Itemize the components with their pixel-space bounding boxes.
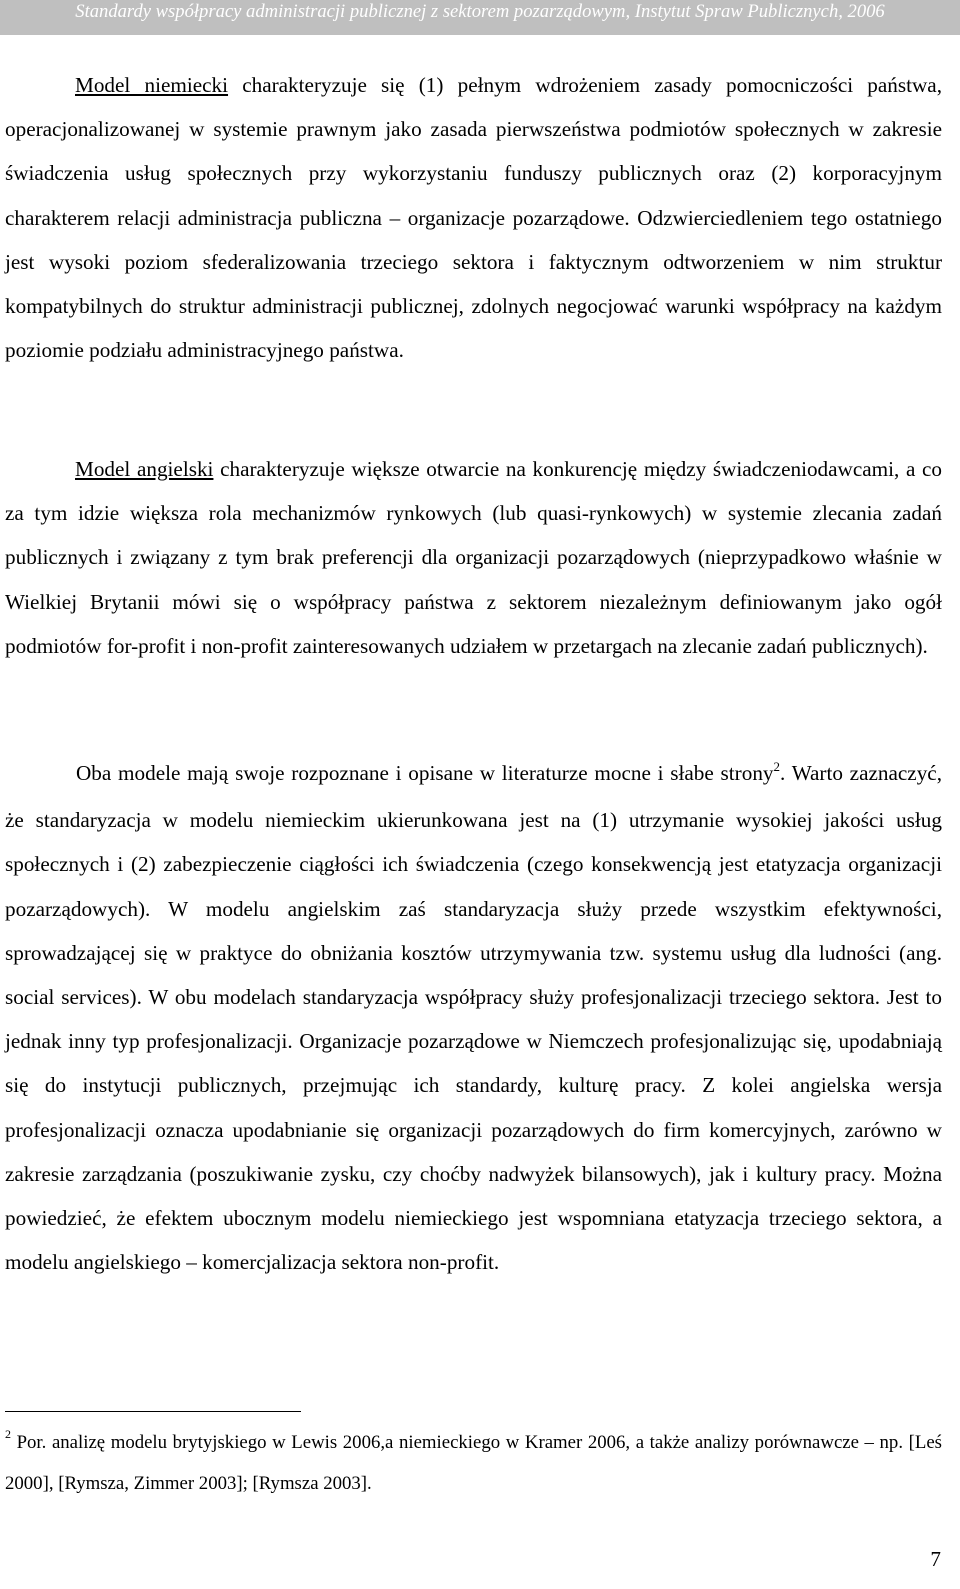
footnote-reference: 2 xyxy=(773,759,781,774)
running-header xyxy=(0,0,960,35)
paragraph-text-after-ref: . Warto zaznaczyć, że standaryzacja w modelu niemieckim ukierunkowana jest na (1) utrzymanie wysokiej jakości usług społecznych i (2) zabezpieczenie ciągłości ich świadczenia (czego konsekwencją jest etatyzacja organizacji pozarządowych). W modelu angielskim zaś standaryzacja służy przede wszystkim efektywności, sprowadzającej się w praktyce do obniżania kosztów utrzymywania tzw. systemu usług dla ludności (ang. social services). W obu modelach standaryzacja współpracy służy profesjonalizacji trzeciego sektora. Jest to jednak inny typ profesjonalizacji. Organizacje pozarządowe w Niemczech profesjonalizując się, upodabniają się do instytucji publicznych, przejmując ich standardy, kulturę pracy. Z kolei angielska wersja profesjonalizacji oznacza upodabnianie się organizacji pozarządowych do firm komercyjnych, zarówno w zakresie zarządzania (poszukiwanie zysku, czy choćby nadwyżek bilansowych), jak i kultury pracy. Można powiedzieć, że efektem ubocznym modelu niemieckiego jest wspomniana etatyzacja trzeciego sektora, a modelu angielskiego – komercjalizacja sektora non-profit. xyxy=(5,761,942,1275)
paragraph-text: charakteryzuje większe otwarcie na konkurencję między świadczeniodawcami, a co za tym idzie większa rola mechanizmów rynkowych (lub quasi-rynkowych) w systemie zlecania zadań publicznych i związany z tym brak preferencji dla organizacji pozarządowych (nieprzypadkowo właśnie w Wielkiej Brytanii mówi się o współpracy państwa z sektorem niezależnym definiowanym jako ogół podmiotów for-profit i non-profit zainteresowanych udziałem w przetargach na zlecanie zadań publicznych). xyxy=(5,457,943,658)
paragraph-german-model xyxy=(5,63,942,372)
paragraph-comparison xyxy=(5,751,942,1284)
footnote-number: 2 xyxy=(5,1427,11,1441)
paragraph-text-before-ref: Oba modele mają swoje rozpoznane i opisane w literaturze mocne i słabe strony xyxy=(76,761,774,785)
paragraph-english-model xyxy=(5,447,942,668)
paragraph-text: charakteryzuje się (1) pełnym wdrożeniem zasady pomocniczości państwa, operacjonalizowanej w systemie prawnym jako zasada pierwszeństwa podmiotów społecznych w zakresie świadczenia usług społecznych przy wykorzystaniu funduszy publicznych oraz (2) korporacyjnym charakterem relacji administracja publiczna – organizacje pozarządowe. Odzwierciedleniem tego ostatniego jest wysoki poziom sfederalizowania trzeciego sektora i faktycznym odtworzeniem w nim struktur kompatybilnych do struktur administracji publicznej, zdolnych negocjować warunki współpracy na każdym poziomie podziału administracyjnego państwa. xyxy=(5,73,942,363)
footnote-text: Por. analizę modelu brytyjskiego w Lewis 2006,a niemieckiego w Kramer 2006, a także analizy porównawcze – np. [Leś 2000], [Rymsza, Zimmer 2003]; [Rymsza 2003]. xyxy=(5,1432,942,1494)
footnote xyxy=(5,1423,942,1504)
term-english-model: Model angielski xyxy=(75,457,214,481)
running-title: Standardy współpracy administracji publicznej z sektorem pozarządowym, Instytut Spraw Publicznych, 2006 xyxy=(75,1,885,22)
term-german-model: Model niemiecki xyxy=(75,73,229,97)
page-number: 7 xyxy=(930,1547,941,1571)
footnote-separator xyxy=(5,1411,301,1412)
